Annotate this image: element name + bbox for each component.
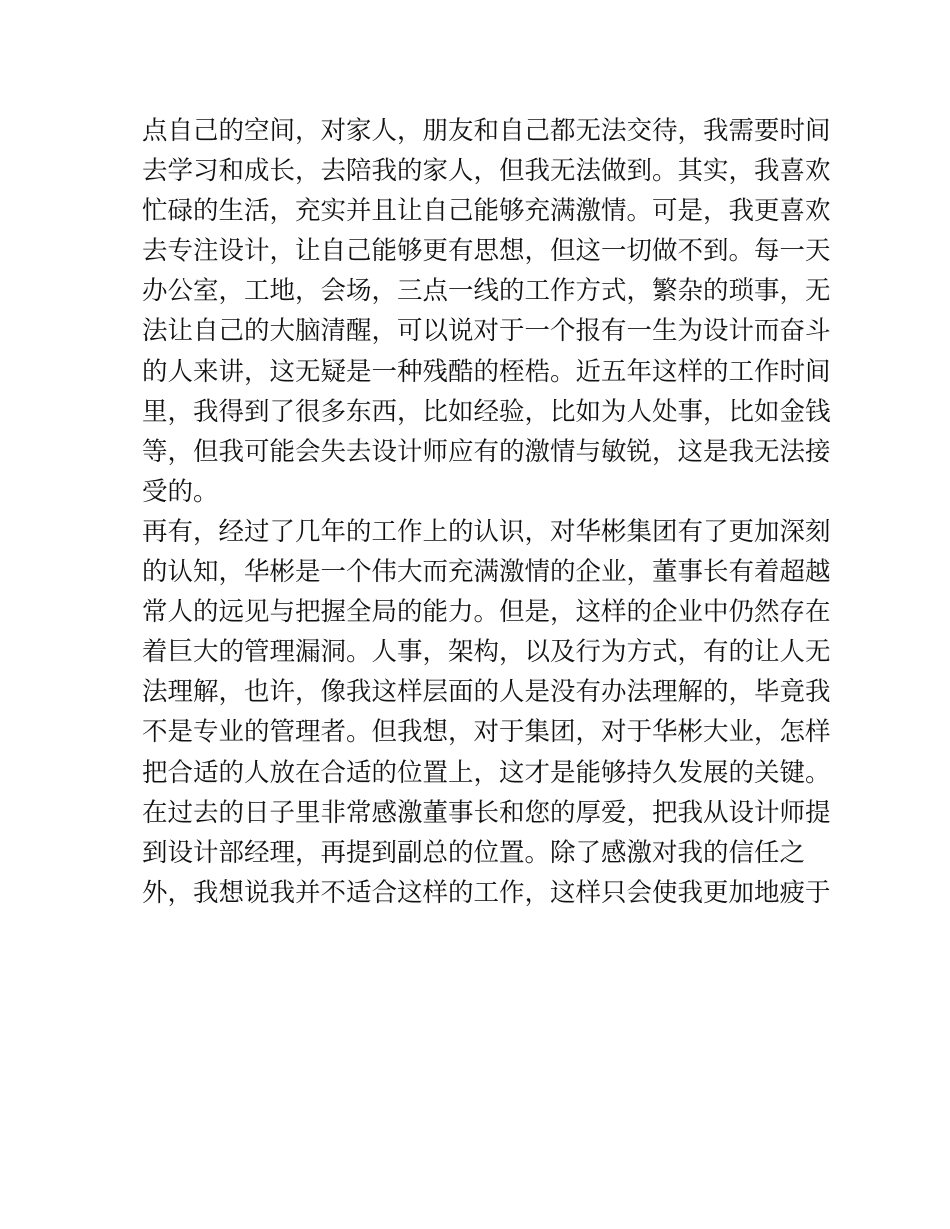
text-line: 法让自己的大脑清醒，可以说对于一个报有一生为设计而奋斗: [142, 316, 831, 347]
text-line: 法理解，也许，像我这样层面的人是没有办法理解的，毕竟我: [142, 677, 831, 708]
text-line: 常人的远见与把握全局的能力。但是，这样的企业中仍然存在: [142, 597, 831, 628]
text-line: 不是专业的管理者。但我想，对于集团，对于华彬大业，怎样: [142, 717, 831, 748]
text-line: 到设计部经理，再提到副总的位置。除了感激对我的信任之: [142, 837, 806, 868]
body-text: [142, 111, 831, 913]
text-line: 外，我想说我并不适合这样的工作，这样只会使我更加地疲于: [142, 877, 831, 908]
text-line: 办公室，工地，会场，三点一线的工作方式，繁杂的琐事，无: [142, 276, 831, 307]
text-line: 去专注设计，让自己能够更有思想，但这一切做不到。每一天: [142, 236, 831, 267]
text-line: 再有，经过了几年的工作上的认识，对华彬集团有了更加深刻: [142, 516, 831, 547]
text-line: 的人来讲，这无疑是一种残酷的桎梏。近五年这样的工作时间: [142, 356, 831, 387]
text-line: 把合适的人放在合适的位置上，这才是能够持久发展的关键。: [142, 757, 831, 788]
text-line: 忙碌的生活，充实并且让自己能够充满激情。可是，我更喜欢: [142, 196, 831, 227]
text-line: 等，但我可能会失去设计师应有的激情与敏锐，这是我无法接: [142, 436, 831, 467]
text-line: 去学习和成长，去陪我的家人，但我无法做到。其实，我喜欢: [142, 156, 831, 187]
text-line: 在过去的日子里非常感激董事长和您的厚爱，把我从设计师提: [142, 797, 831, 828]
text-line: 着巨大的管理漏洞。人事，架构，以及行为方式，有的让人无: [142, 637, 831, 668]
text-line: 里，我得到了很多东西，比如经验，比如为人处事，比如金钱: [142, 396, 831, 427]
text-line: 的认知，华彬是一个伟大而充满激情的企业，董事长有着超越: [142, 557, 831, 588]
paragraph-end-line: 受的。: [142, 476, 219, 507]
text-line: 点自己的空间，对家人，朋友和自己都无法交待，我需要时间: [142, 116, 831, 146]
